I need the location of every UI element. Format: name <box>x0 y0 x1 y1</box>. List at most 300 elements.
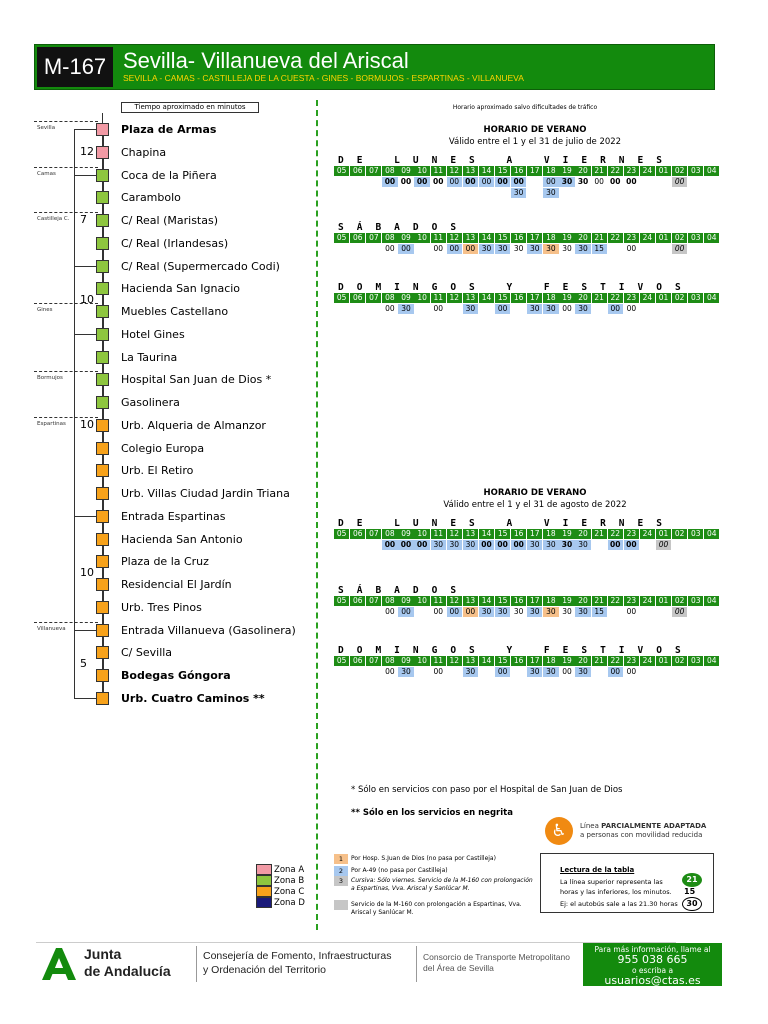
minute-cell: 30 <box>479 244 494 254</box>
stop-marker <box>96 669 109 682</box>
minute-cell <box>366 607 381 617</box>
travel-time: 7 <box>80 213 87 226</box>
footer-divider <box>196 946 197 982</box>
minute-cell <box>463 188 478 198</box>
reading-line3: Ej: el autobús sale a las 21.30 horas <box>560 900 678 908</box>
stop-marker <box>96 533 109 546</box>
accessible-sub: a personas con movilidad reducida <box>580 831 703 839</box>
minute-cell <box>527 188 542 198</box>
minute-cell <box>382 188 397 198</box>
hour-cell: 17 <box>527 293 542 303</box>
minute-cell: 30 <box>543 244 558 254</box>
route-line <box>102 500 104 510</box>
stop-name: C/ Real (Supermercado Codi) <box>121 259 280 273</box>
stop-name: Bodegas Góngora <box>121 669 231 682</box>
schedule-title: HORARIO DE VERANO <box>483 488 587 498</box>
hour-cell: 23 <box>624 233 639 243</box>
route-line <box>102 477 104 487</box>
hour-cell: 06 <box>350 596 365 606</box>
hour-cell: 15 <box>495 656 510 666</box>
minute-cell <box>350 607 365 617</box>
stop-marker <box>96 396 109 409</box>
hour-cell: 11 <box>431 529 446 539</box>
minute-row <box>334 304 720 314</box>
hour-cell: 03 <box>688 656 703 666</box>
hour-cell: 14 <box>479 656 494 666</box>
minute-cell: 30 <box>543 607 558 617</box>
minute-cell <box>366 244 381 254</box>
reading-line2: horas y las inferiores, los minutos. <box>560 888 672 896</box>
stop-marker <box>96 646 109 659</box>
stop-marker <box>96 123 109 136</box>
route-line <box>102 546 104 556</box>
minute-cell <box>479 188 494 198</box>
minute-cell: 00 <box>495 540 510 550</box>
hour-cell: 02 <box>672 529 687 539</box>
minute-cell: 30 <box>431 540 446 550</box>
stop-name: Gasolinera <box>121 396 180 409</box>
hour-cell: 24 <box>640 166 655 176</box>
minute-cell: 00 <box>414 540 429 550</box>
hour-cell: 16 <box>511 596 526 606</box>
hour-cell: 21 <box>592 166 607 176</box>
stop-marker <box>96 373 109 386</box>
town-label: Camas <box>37 170 56 177</box>
minute-cell <box>640 540 655 550</box>
hour-cell: 18 <box>543 596 558 606</box>
town-divider <box>34 371 98 372</box>
hour-cell: 23 <box>624 596 639 606</box>
minute-cell: 30 <box>577 177 589 186</box>
minute-cell: 00 <box>463 244 478 254</box>
minute-cell <box>704 304 719 314</box>
hour-cell: 21 <box>592 529 607 539</box>
stop-name: La Taurina <box>121 350 178 364</box>
minute-cell: 00 <box>672 177 687 187</box>
stop-name: Chapina <box>121 145 167 159</box>
minute-cell: 00 <box>433 304 443 313</box>
hour-cell: 19 <box>559 293 574 303</box>
hour-cell: 03 <box>688 596 703 606</box>
stop-name: C/ Real (Irlandesas) <box>121 236 229 250</box>
minute-cell: 00 <box>543 177 558 187</box>
minute-cell <box>656 607 671 617</box>
route-line <box>102 250 104 260</box>
hour-cell: 18 <box>543 233 558 243</box>
minute-cell <box>608 188 623 198</box>
stop-name: Urb. Tres Pinos <box>121 600 202 614</box>
time-bracket <box>74 630 75 698</box>
zone-label: Zona B <box>274 876 305 886</box>
minute-cell: 00 <box>479 177 494 187</box>
legend-swatch <box>334 900 348 910</box>
minute-cell: 30 <box>513 244 524 253</box>
minute-cell: 30 <box>527 244 542 254</box>
route-line <box>102 273 104 283</box>
minute-cell: 30 <box>495 244 510 254</box>
travel-time: 10 <box>80 565 94 579</box>
stop-name: Plaza de Armas <box>121 123 217 136</box>
hour-cell: 02 <box>672 596 687 606</box>
hour-cell: 13 <box>463 233 478 243</box>
minute-cell: 30 <box>575 607 590 617</box>
hour-cell: 22 <box>608 656 623 666</box>
minute-cell: 00 <box>447 177 462 187</box>
minute-cell <box>656 244 671 254</box>
minute-cell: 00 <box>414 177 429 187</box>
minute-cell <box>350 540 365 550</box>
stop-name: Hotel Gines <box>121 327 185 341</box>
minute-cell <box>704 188 719 198</box>
hour-row <box>334 596 720 606</box>
minute-cell <box>608 244 623 254</box>
minute-cell: 00 <box>626 177 637 186</box>
town-label: Espartinas <box>37 420 66 427</box>
junta-logo-icon <box>38 946 78 982</box>
minute-row <box>334 188 720 198</box>
schedule-validity: Válido entre el 1 y el 31 de agosto de 2022 <box>443 500 627 510</box>
minute-cell: 00 <box>382 177 397 187</box>
hour-cell: 06 <box>350 166 365 176</box>
legend-text: Servicio de la M-160 con prolongación a Espartinas, Vva. Ariscal y Sanlúcar M. <box>351 901 522 916</box>
minute-cell <box>704 667 719 677</box>
hour-cell: 21 <box>592 656 607 666</box>
minute-cell: 30 <box>511 188 526 198</box>
minute-cell: 00 <box>385 304 395 313</box>
hour-cell: 12 <box>447 166 462 176</box>
hour-cell: 01 <box>656 293 671 303</box>
hour-cell: 06 <box>350 293 365 303</box>
minute-cell: 30 <box>575 304 590 314</box>
hour-cell: 03 <box>688 166 703 176</box>
note-hospital: * Sólo en servicios con paso por el Hospital de San Juan de Dios <box>351 785 623 795</box>
contact-box <box>583 943 722 986</box>
contact-email[interactable]: usuarios@ctas.es <box>604 974 701 987</box>
hour-cell: 10 <box>414 529 429 539</box>
stop-marker <box>96 692 109 705</box>
minute-cell: 00 <box>432 177 444 186</box>
minute-cell <box>366 304 381 314</box>
hour-cell: 19 <box>559 596 574 606</box>
hour-cell: 11 <box>431 166 446 176</box>
minute-cell: 30 <box>463 667 478 677</box>
minute-cell <box>479 304 494 314</box>
days-label: DOMINGOS Y FESTIVOS <box>338 645 694 656</box>
schedule-title: HORARIO DE VERANO <box>483 125 587 135</box>
minute-cell: 30 <box>527 667 542 677</box>
stop-marker <box>96 578 109 591</box>
minute-cell <box>366 540 381 550</box>
minute-cell: 00 <box>385 244 395 253</box>
minute-cell <box>447 304 462 314</box>
town-divider <box>34 622 98 623</box>
hour-cell: 19 <box>559 233 574 243</box>
hour-cell: 13 <box>463 293 478 303</box>
hour-cell: 09 <box>398 233 413 243</box>
minute-cell: 00 <box>463 607 478 617</box>
minute-cell: 00 <box>463 177 478 187</box>
stop-name: Plaza de la Cruz <box>121 555 209 569</box>
time-label: Tiempo aproximado en minutos <box>121 102 259 113</box>
hour-cell: 14 <box>479 166 494 176</box>
minute-cell <box>640 177 655 187</box>
route-line <box>102 136 104 146</box>
minute-cell <box>414 607 429 617</box>
hour-cell: 12 <box>447 293 462 303</box>
legend-text: Por A-49 (no pasa por Castilleja) <box>351 867 448 874</box>
minute-cell <box>511 304 526 314</box>
hour-cell: 14 <box>479 596 494 606</box>
town-label: Sevilla <box>37 125 56 131</box>
minute-cell: 30 <box>543 188 558 198</box>
route-line <box>102 295 104 305</box>
stop-marker <box>96 237 109 250</box>
zone-label: Zona A <box>274 865 305 875</box>
minute-cell: 30 <box>398 304 413 314</box>
minute-cell <box>414 304 429 314</box>
minute-cell: 00 <box>624 540 639 550</box>
route-line <box>102 568 104 578</box>
minute-cell <box>688 540 703 550</box>
stop-name: Residencial El Jardín <box>121 578 232 591</box>
stop-marker <box>96 146 109 159</box>
minute-cell <box>414 188 429 198</box>
minute-cell: 00 <box>495 177 510 187</box>
minute-row <box>334 607 720 617</box>
hour-cell: 12 <box>447 656 462 666</box>
minute-row <box>334 540 720 550</box>
hour-cell: 15 <box>495 596 510 606</box>
minute-cell <box>414 244 429 254</box>
hour-cell: 16 <box>511 529 526 539</box>
travel-time: 10 <box>80 292 94 306</box>
minute-cell: 30 <box>562 607 572 616</box>
hour-cell: 13 <box>463 656 478 666</box>
hour-cell: 16 <box>511 656 526 666</box>
example-min2: 30 <box>682 897 702 911</box>
stop-marker <box>96 510 109 523</box>
hour-cell: 23 <box>624 656 639 666</box>
hour-cell: 09 <box>398 293 413 303</box>
minute-cell <box>350 188 365 198</box>
route-line <box>102 432 104 442</box>
minute-cell: 30 <box>398 667 413 677</box>
time-bracket-tick <box>74 630 96 631</box>
minute-cell <box>688 177 703 187</box>
minute-cell: 30 <box>479 607 494 617</box>
hour-cell: 07 <box>366 529 381 539</box>
minute-cell: 00 <box>447 244 462 254</box>
hour-cell: 11 <box>431 293 446 303</box>
hour-cell: 05 <box>334 166 349 176</box>
town-label: Bormujos <box>37 375 63 382</box>
minute-cell: 00 <box>511 540 526 550</box>
travel-time: 10 <box>80 417 94 431</box>
stop-marker <box>96 214 109 227</box>
hour-cell: 17 <box>527 656 542 666</box>
route-title: Sevilla- Villanueva del Ariscal <box>123 48 409 73</box>
town-divider <box>34 417 98 418</box>
stop-marker <box>96 442 109 455</box>
minute-cell <box>608 607 623 617</box>
stop-marker <box>96 464 109 477</box>
hour-cell: 13 <box>463 529 478 539</box>
hour-cell: 11 <box>431 233 446 243</box>
time-bracket-tick <box>74 698 96 699</box>
hour-row <box>334 293 720 303</box>
hour-cell: 22 <box>608 293 623 303</box>
minute-cell: 00 <box>433 607 443 616</box>
minute-cell <box>334 244 349 254</box>
hour-cell: 11 <box>431 596 446 606</box>
minute-cell <box>334 188 349 198</box>
stop-name: Colegio Europa <box>121 441 205 455</box>
minute-cell: 30 <box>527 540 542 550</box>
days-label: SÁBADOS <box>338 222 470 233</box>
stop-name: C/ Real (Maristas) <box>121 214 219 227</box>
minute-cell <box>656 177 671 187</box>
hour-cell: 08 <box>382 293 397 303</box>
route-line <box>102 614 104 624</box>
zone-swatch <box>256 864 272 875</box>
hour-cell: 08 <box>382 656 397 666</box>
minute-cell: 30 <box>575 244 590 254</box>
divider <box>316 100 318 930</box>
hour-cell: 16 <box>511 166 526 176</box>
hour-cell: 08 <box>382 233 397 243</box>
time-bracket <box>74 516 75 630</box>
stop-name: Hacienda San Antonio <box>121 532 243 546</box>
contact-text: Para más información, llame al <box>594 945 711 954</box>
minute-cell: 00 <box>398 607 413 617</box>
time-bracket <box>74 334 75 516</box>
hour-cell: 08 <box>382 166 397 176</box>
time-bracket <box>74 175 75 266</box>
minute-cell: 00 <box>385 667 395 676</box>
legend-text: Cursiva: Sólo viernes. Servicio de la M-160 con prolongación a Espartinas, Vva. Ariscal y Sanlúcar M. <box>351 877 533 892</box>
hour-cell: 04 <box>704 166 719 176</box>
stop-marker <box>96 282 109 295</box>
stop-name: Urb. Villas Ciudad Jardin Triana <box>121 487 290 500</box>
minute-cell: 00 <box>398 540 413 550</box>
stop-name: Muebles Castellano <box>121 305 229 318</box>
minute-cell <box>592 667 607 677</box>
minute-cell: 00 <box>626 244 637 253</box>
connector <box>102 113 103 123</box>
hour-cell: 04 <box>704 233 719 243</box>
hour-cell: 07 <box>366 233 381 243</box>
minute-cell <box>511 667 526 677</box>
minute-cell <box>688 244 703 254</box>
hour-cell: 17 <box>527 596 542 606</box>
hour-cell: 01 <box>656 596 671 606</box>
hour-cell: 18 <box>543 529 558 539</box>
minute-cell <box>688 188 703 198</box>
hour-cell: 23 <box>624 293 639 303</box>
stop-name: Carambolo <box>121 191 181 205</box>
minute-cell: 30 <box>543 540 558 550</box>
hour-cell: 18 <box>543 656 558 666</box>
hour-cell: 10 <box>414 166 429 176</box>
minute-cell <box>704 244 719 254</box>
minute-cell: 00 <box>626 667 637 676</box>
hour-cell: 21 <box>592 596 607 606</box>
hour-cell: 17 <box>527 233 542 243</box>
minute-cell: 00 <box>626 304 637 313</box>
minute-cell: 30 <box>543 304 558 314</box>
consejeria: Consejería de Fomento, Infraestructuras y Ordenación del Territorio <box>203 950 392 976</box>
minute-cell: 00 <box>562 304 572 313</box>
hour-row <box>334 529 720 539</box>
hour-cell: 19 <box>559 166 574 176</box>
town-label: Castilleja C. <box>37 216 70 222</box>
stop-name: Urb. Cuatro Caminos ** <box>121 691 265 705</box>
stop-marker <box>96 555 109 568</box>
hour-cell: 20 <box>575 233 590 243</box>
hour-cell: 03 <box>688 529 703 539</box>
minute-cell: 00 <box>610 177 621 186</box>
minute-cell: 00 <box>672 244 687 254</box>
minute-cell <box>350 304 365 314</box>
stop-name: Urb. Alqueria de Almanzor <box>121 418 266 432</box>
minute-cell <box>704 540 719 550</box>
hour-cell: 24 <box>640 596 655 606</box>
route-line <box>102 409 104 419</box>
minute-cell <box>334 607 349 617</box>
stop-name: Urb. El Retiro <box>121 464 194 478</box>
hour-cell: 14 <box>479 293 494 303</box>
hour-cell: 20 <box>575 293 590 303</box>
hour-cell: 05 <box>334 293 349 303</box>
hour-row <box>334 233 720 243</box>
traffic-note: Horario aproximado salvo dificultades de tráfico <box>452 104 598 111</box>
minute-cell <box>350 177 365 187</box>
minute-cell: 30 <box>447 540 462 550</box>
hour-cell: 18 <box>543 166 558 176</box>
example-min1: 15 <box>684 887 696 896</box>
contact-phone[interactable]: 955 038 665 <box>617 953 688 966</box>
minute-cell: 00 <box>608 667 623 677</box>
stop-marker <box>96 191 109 204</box>
hour-cell: 02 <box>672 166 687 176</box>
minute-cell: 30 <box>562 244 572 253</box>
hour-cell: 12 <box>447 233 462 243</box>
hour-cell: 05 <box>334 596 349 606</box>
minute-cell: 00 <box>382 540 397 550</box>
minute-cell <box>366 667 381 677</box>
route-line <box>102 364 104 374</box>
stop-marker <box>96 305 109 318</box>
minute-cell: 00 <box>562 667 572 676</box>
minute-cell <box>350 667 365 677</box>
stop-name: C/ Sevilla <box>121 646 173 660</box>
hour-cell: 21 <box>592 233 607 243</box>
hour-cell: 20 <box>575 656 590 666</box>
hour-cell: 03 <box>688 233 703 243</box>
route-line <box>102 523 104 533</box>
route-line <box>102 318 104 328</box>
hour-cell: 02 <box>672 233 687 243</box>
route-line <box>102 159 104 169</box>
route-code: M-167 <box>37 47 113 87</box>
consorcio: Consorcio de Transporte Metropolitano del Área de Sevilla <box>423 952 570 973</box>
minute-cell <box>447 188 462 198</box>
hour-cell: 24 <box>640 233 655 243</box>
hour-cell: 09 <box>398 596 413 606</box>
minute-cell: 30 <box>559 177 574 187</box>
hour-cell: 17 <box>527 529 542 539</box>
zone-swatch <box>256 875 272 886</box>
